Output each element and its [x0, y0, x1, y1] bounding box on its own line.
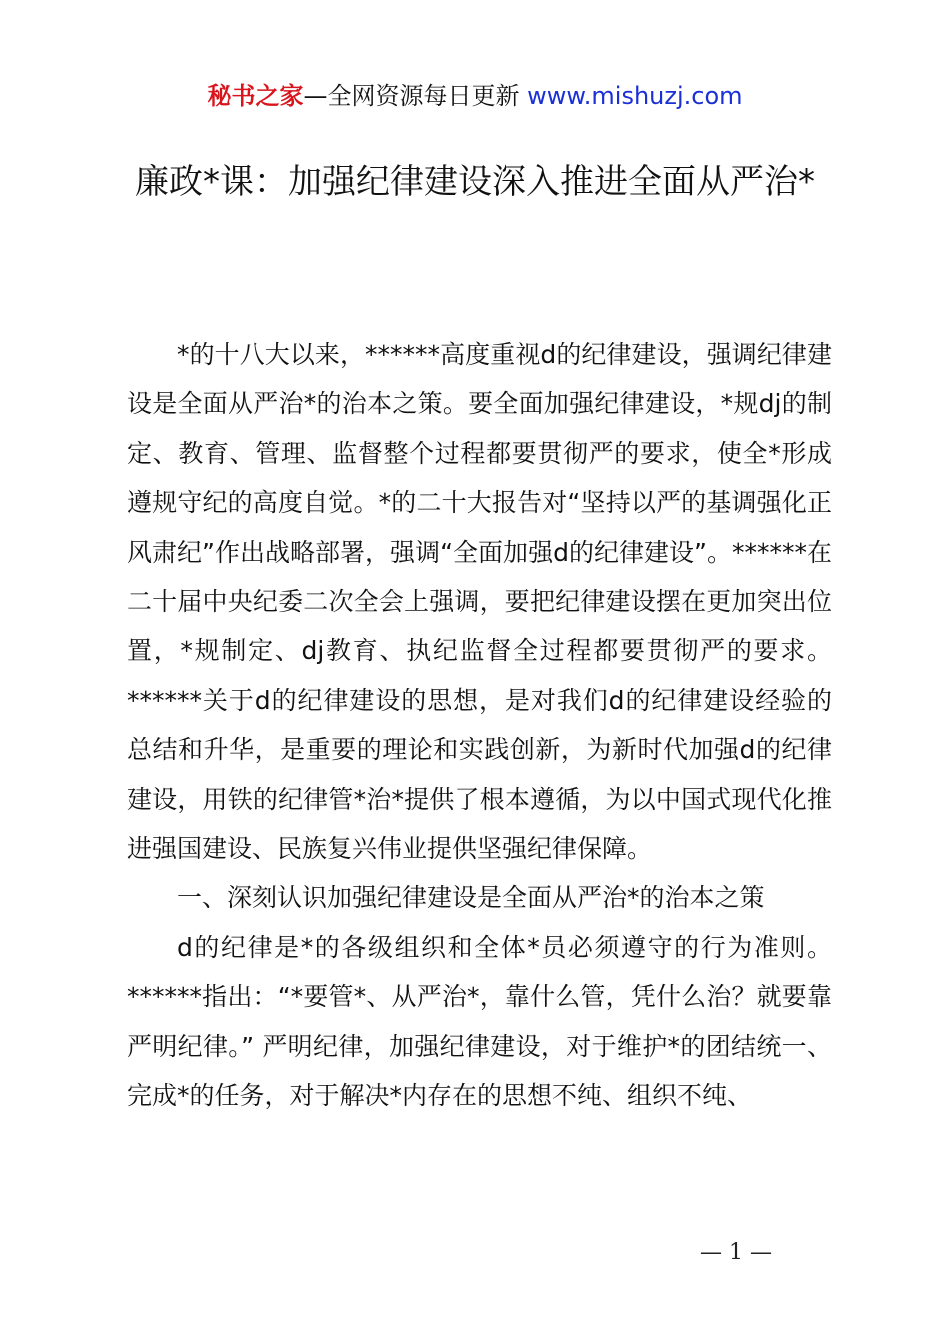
document-body — [127, 330, 832, 1121]
site-tagline: —全网资源每日更新 — [303, 82, 528, 110]
document-title: 廉政*课：加强纪律建设深入推进全面从严治* — [135, 162, 815, 202]
site-header — [0, 80, 950, 112]
body-paragraph: d的纪律是*的各级组织和全体*员必须遵守的行为准则。******指出：“*要管*、从严治*，靠什么管，凭什么治？就要靠严明纪律。” 严明纪律，加强纪律建设，对于维护*的团结统一、完成*的任务，对于解决*内存在的思想不纯、组织不纯、 — [127, 932, 832, 1111]
site-url-link[interactable]: www.mishuzj.com — [527, 82, 743, 110]
site-brand: 秘书之家 — [207, 82, 304, 110]
section-heading: 一、深刻认识加强纪律建设是全面从严治*的治本之策 — [177, 883, 765, 913]
page-number: — 1 — — [700, 1240, 772, 1265]
body-paragraph: *的十八大以来，******高度重视d的纪律建设，强调纪律建设是全面从严治*的治本之策。要全面加强纪律建设，*规dj的制定、教育、管理、监督整个过程都要贯彻严的要求，使全*形成遵规守纪的高度自觉。*的二十大报告对“坚持以严的基调强化正风肃纪”作出战略部署，强调“全面加强d的纪律建设”。******在二十届中央纪委二次全会上强调，要把纪律建设摆在更加突出位置，*规制定、dj教育、执纪监督全过程都要贯彻严的要求。******关于d的纪律建设的思想，是对我们d的纪律建设经验的总结和升华，是重要的理论和实践创新，为新时代加强d的纪律建设，用铁的纪律管*治*提供了根本遵循，为以中国式现代化推进强国建设、民族复兴伟业提供坚强纪律保障。 — [127, 340, 832, 864]
